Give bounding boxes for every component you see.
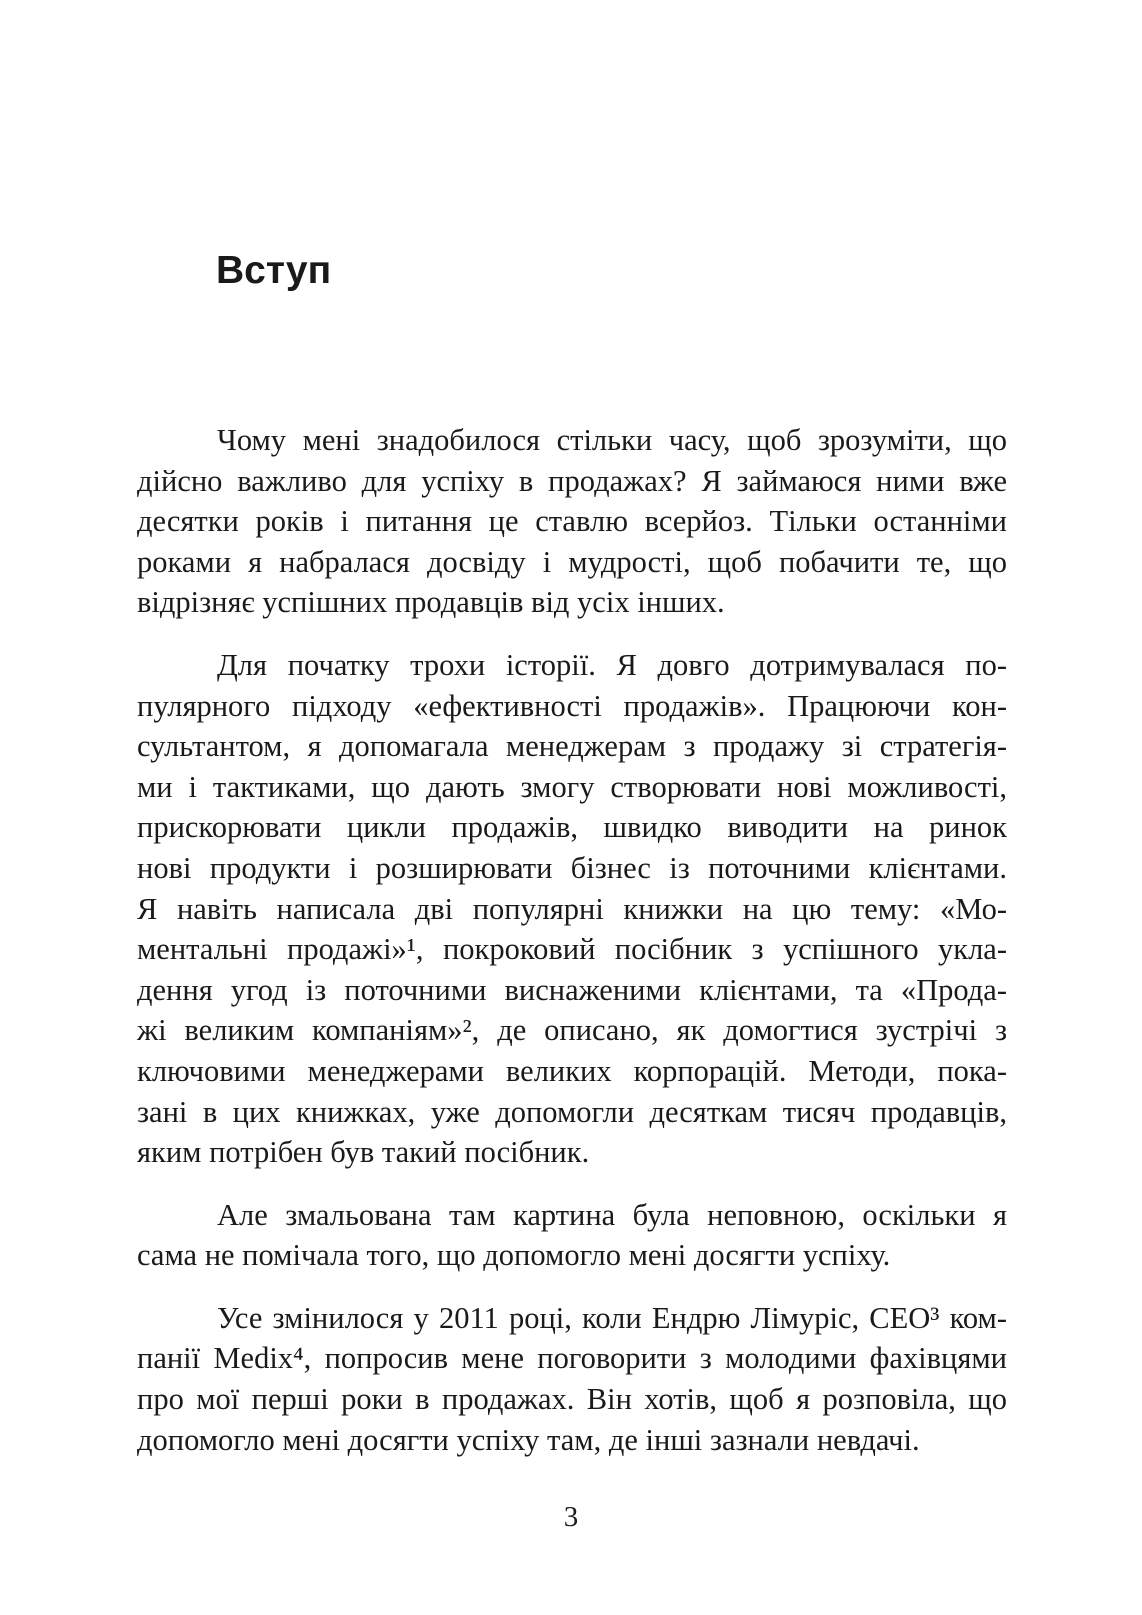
text-line: ключовими менеджерами великих корпорацій. Методи, пока- xyxy=(137,1053,1007,1088)
text-line: допомогло мені досягти успіху там, де інші зазнали невдачі. xyxy=(137,1422,920,1457)
text-line: Для початку трохи історії. Я довго дотримувалася по- xyxy=(217,647,1007,682)
body-text xyxy=(137,420,1007,1482)
text-line: яким потрібен був такий посібник. xyxy=(137,1135,590,1170)
text-line: дення угод із поточними виснаженими клієнтами, та «Прода- xyxy=(137,972,1007,1007)
text-line: зані в цих книжках, уже допомогли десяткам тисяч продавців, xyxy=(137,1094,1007,1129)
text-line: Чому мені знадобилося стільки часу, щоб зрозуміти, що xyxy=(217,423,1007,457)
text-line: про мої перші роки в продажах. Він хотів, щоб я розповіла, що xyxy=(137,1382,1007,1417)
paragraph xyxy=(137,420,1007,623)
text-line: панії Medix⁴, попросив мене поговорити з молодими фахівцями xyxy=(137,1341,1007,1376)
chapter-title: Вступ xyxy=(216,249,332,292)
text-line: сультантом, я допомагала менеджерам з продажу зі стратегія- xyxy=(137,729,1007,764)
text-line: сама не помічала того, що допомогло мені досягти успіху. xyxy=(137,1238,891,1273)
text-line: відрізняє успішних продавців від усіх інших. xyxy=(137,585,725,620)
text-line: Я навіть написала дві популярні книжки на цю тему: «Мо- xyxy=(137,891,1007,926)
text-line: жі великим компаніям»², де описано, як домогтися зустрічі з xyxy=(137,1013,1007,1048)
text-line: Але змальована там картина була неповною, оскільки я xyxy=(217,1197,1007,1232)
text-line: дійсно важливо для успіху в продажах? Я займаюся ними вже xyxy=(137,463,1007,498)
page-number: 3 xyxy=(563,1501,579,1533)
paragraph xyxy=(137,1195,1007,1276)
text-line: прискорювати цикли продажів, швидко виводити на ринок xyxy=(137,810,1007,845)
text-line: ментальні продажі»¹, покроковий посібник з успішного укла- xyxy=(137,932,1007,967)
text-line: нові продукти і розширювати бізнес із поточними клієнтами. xyxy=(137,850,1007,885)
paragraph xyxy=(137,1298,1007,1460)
text-line: Усе змінилося у 2011 році, коли Ендрю Лімуріс, CEO³ ком- xyxy=(217,1300,1007,1335)
text-line: десятки років і питання це ставлю всерйоз. Тільки останніми xyxy=(137,504,1007,539)
text-line: роками я набралася досвіду і мудрості, щоб побачити те, що xyxy=(137,544,1007,579)
text-line: пулярного підходу «ефективності продажів». Працюючи кон- xyxy=(137,688,1007,723)
paragraph xyxy=(137,645,1007,1173)
text-line: ми і тактиками, що дають змогу створювати нові можливості, xyxy=(137,769,1007,804)
